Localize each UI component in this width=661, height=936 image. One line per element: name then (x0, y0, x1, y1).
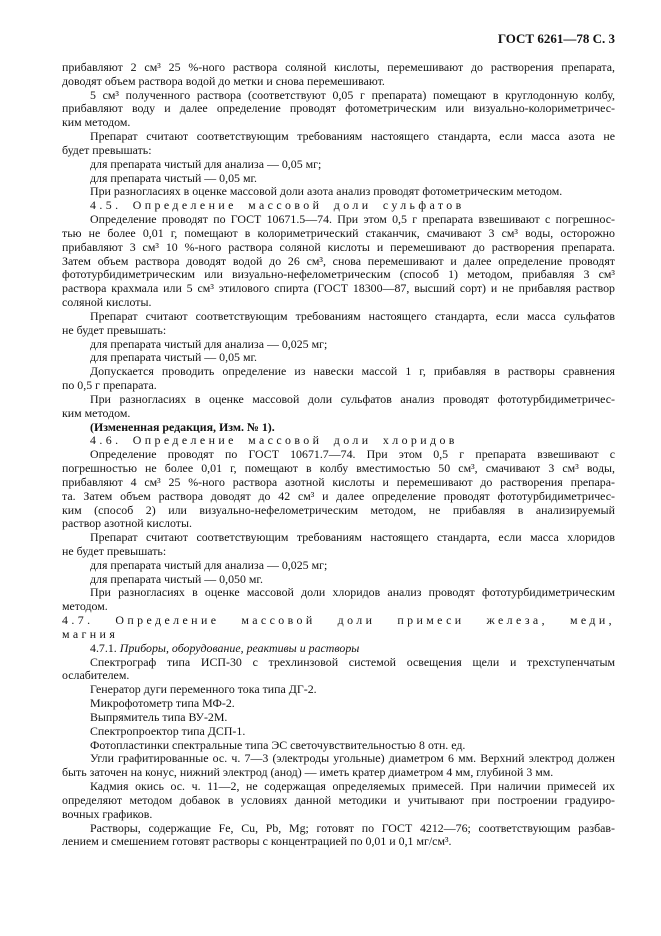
amendment-note: (Измененная редакция, Изм. № 1). (90, 420, 275, 434)
text-line: Спектрограф типа ИСП-30 с трехлинзовой системой освещения щели и трехступенчатым (90, 655, 615, 669)
text-line: для препарата чистый — 0,050 мг. (90, 572, 263, 586)
text-line: Препарат считают соответствующим требованиям настоящего стандарта, если масса хлоридов (90, 531, 615, 545)
text-line: ким (способ 2) или визуально-нефелометрическим методом, не прибавляя в анализируемый (62, 503, 615, 517)
subsection-number: 4.7.1. (90, 641, 120, 655)
text-line: раствор азотной кислоты. (62, 517, 192, 531)
text-line: фототурбидиметрическим или визуально-нефелометрическим (способ 1) методом, прибавляя 3 см³ (62, 268, 615, 282)
text-line: При разногласиях в оценке массовой доли сульфатов анализ проводят фототурбидиметричес- (90, 392, 615, 406)
text-line: Выпрямитель типа ВУ-2М. (90, 710, 228, 724)
text-line: для препарата чистый — 0,05 мг. (90, 171, 257, 185)
text-line: быть заточен на конус, нижний электрод (анод) — иметь кратер диаметром 4 мм, глубиной 3 мм. (62, 766, 554, 780)
text-line: по 0,5 г препарата. (62, 379, 157, 393)
text-line: вочных графиков. (62, 807, 153, 821)
text-line: ким методом. (62, 116, 131, 130)
text-line: Угли графитированные ос. ч. 7—3 (электроды угольные) диаметром 6 мм. Верхний электрод должен (90, 752, 615, 766)
text-line: для препарата чистый — 0,05 мг. (90, 351, 257, 365)
text-line: погрешностью не более 0,01 г, помещают в колбу вместимостью 50 см³, смачивают 3 см³ воды, (62, 462, 615, 476)
text-line: Кадмия окись ос. ч. 11—2, не содержащая определяемых примесей. При наличии примесей их (90, 780, 615, 794)
text-line: прибавляют 2 см³ 25 %-ного раствора соляной кислоты, перемешивают до растворения препарата, (62, 61, 615, 74)
text-line: тью не более 0,01 г, помещают в колориметрический стаканчик, смачивают 3 см³ воды, осторожно (62, 226, 615, 240)
text-line: для препарата чистый для анализа — 0,025 мг; (90, 558, 328, 572)
text-line: Определение проводят по ГОСТ 10671.7—74. При этом 0,5 г препарата взвешивают с (90, 448, 615, 462)
section-heading: 4.6. Определение массовой доли хлоридов (90, 434, 458, 448)
text-line: соляной кислоты. (62, 296, 152, 310)
text-line: для препарата чистый для анализа — 0,05 мг; (90, 157, 322, 171)
text-line: та. Затем объем раствора доводят до 42 см³ и далее определение проводят фототурбидиметричес- (62, 489, 615, 503)
text-line: Затем объем раствора доводят водой до 26 см³, снова перемешивают и далее определение проводят (62, 254, 615, 268)
text-line: Растворы, содержащие Fe, Cu, Pb, Mg; готовят по ГОСТ 4212—76; соответствующим разбав- (90, 821, 615, 835)
text-line: определяют методом добавок в условиях данной методики и учитывают при построении градуиро- (62, 793, 615, 807)
text-line: Генератор дуги переменного тока типа ДГ-2. (90, 683, 317, 697)
text-line: При разногласиях в оценке массовой доли азота анализ проводят фотометрическим методом. (90, 185, 563, 199)
text-line: 5 см³ полученного раствора (соответствуют 0,05 г препарата) помещают в круглодонную колбу, (90, 88, 615, 102)
text-line: Определение проводят по ГОСТ 10671.5—74. При этом 0,5 г препарата взвешивают с погрешнос- (90, 213, 615, 227)
text-line: Допускается проводить определение из навески массой 1 г, прибавляя в растворы сравнения (90, 365, 615, 379)
text-line: Препарат считают соответствующим требованиям настоящего стандарта, если масса азота не (90, 130, 615, 144)
text-line (62, 642, 615, 656)
text-line: прибавляют 4 см³ 25 %-ного раствора азотной кислоты и перемешивают до растворения препара- (62, 475, 615, 489)
text-line: лением и смешением готовят растворы с концентрацией по 0,01 и 0,1 мг/см³. (62, 835, 452, 849)
text-line: Препарат считают соответствующим требованиям настоящего стандарта, если масса сульфатов (90, 309, 615, 323)
text-line: будет превышать: (62, 143, 152, 157)
section-heading: 4.7. Определение массовой доли примеси железа, меди, (62, 614, 615, 628)
text-line: для препарата чистый для анализа — 0,025 мг; (90, 337, 328, 351)
text-line: доводят объем раствора водой до метки и снова перемешивают. (62, 74, 385, 88)
text-line: Микрофотометр типа МФ-2. (90, 697, 235, 711)
text-line: прибавляют воду и далее определение проводят фотометрическим или визуально-колориметричес- (62, 102, 615, 116)
text-line: не будет превышать: (62, 323, 167, 337)
section-heading: 4.5. Определение массовой доли сульфатов (90, 199, 465, 213)
text-line: ким методом. (62, 406, 131, 420)
subsection-title: Приборы, оборудование, реактивы и растворы (119, 641, 360, 655)
text-line: раствора крахмала или 5 см³ этилового спирта (ГОСТ 18300—87, высший сорт) и не прибавляя раствор (62, 282, 615, 296)
section-heading: магния (62, 627, 119, 641)
text-line: прибавляют 3 см³ 10 %-ного раствора соляной кислоты и перемешивают до растворения препарата. (62, 240, 615, 254)
page-header: ГОСТ 6261—78 С. 3 (497, 31, 615, 46)
text-line: не будет превышать: (62, 544, 167, 558)
text-line: При разногласиях в оценке массовой доли хлоридов анализ проводят фототурбидиметрическим (90, 586, 615, 600)
text-line: ослабителем. (62, 669, 130, 683)
text-line: методом. (62, 600, 108, 614)
document-body (62, 61, 615, 849)
text-line: Спектропроектор типа ДСП-1. (90, 724, 246, 738)
text-line: Фотопластинки спектральные типа ЭС светочувствительностью 8 отн. ед. (90, 738, 466, 752)
